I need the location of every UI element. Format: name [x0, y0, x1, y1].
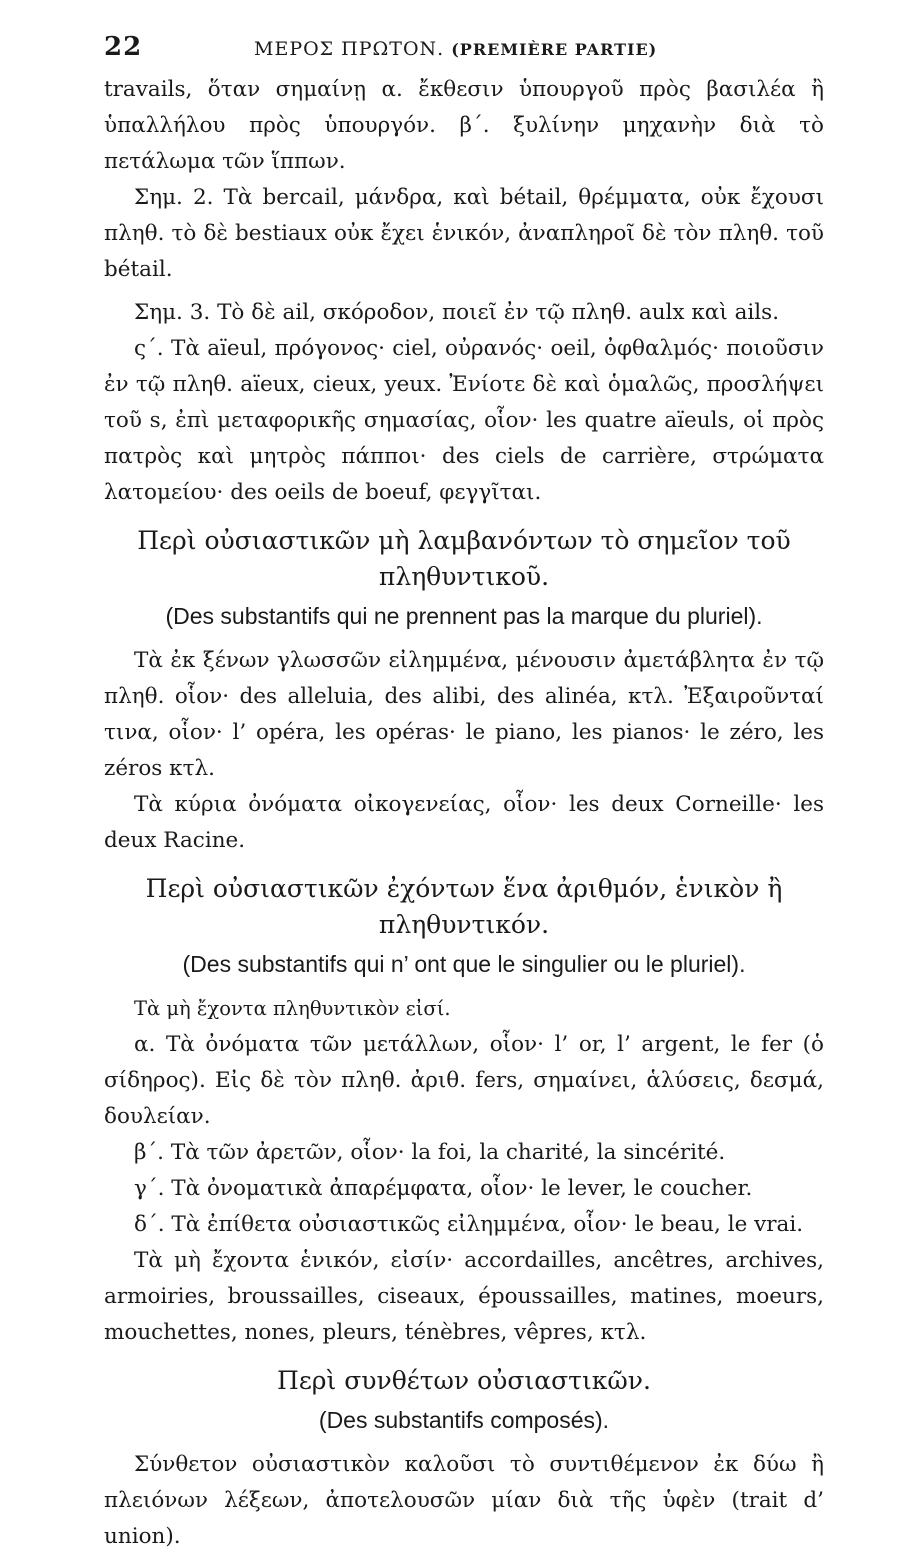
page-body	[104, 72, 824, 1555]
paragraph: Τὰ μὴ ἔχοντα ἑνικόν, εἰσίν· accordailles, ancêtres, archives, armoiries, broussailles, ciseaux, époussailles, matines, moeurs, mouchettes, nones, pleurs, ténèbres, vêpres, κτλ.	[104, 1248, 824, 1345]
section-heading-greek: Περὶ οὐσιαστικῶν μὴ λαμβανόντων τὸ σημεῖον τοῦ πληθυντικοῦ.	[137, 526, 791, 591]
section-heading-french: (Des substantifs qui ne prennent pas la marque du pluriel).	[165, 603, 763, 629]
paragraph: Τὰ μὴ ἔχοντα πληθυντικὸν εἰσί.	[134, 997, 451, 1020]
paragraph: Σημ. 3. Τὸ δὲ ail, σκόροδον, ποιεῖ ἐν τῷ πληθ. aulx καὶ ails.	[134, 300, 780, 325]
running-head	[254, 38, 657, 60]
running-head-greek: ΜΕΡΟΣ ΠΡΩΤΟΝ.	[254, 38, 445, 60]
paragraph: Σημ. 2. Τὰ bercail, μάνδρα, καὶ bétail, θρέμματα, οὐκ ἔχουσι πληθ. τὸ δὲ bestiaux οὐκ ἔχει ἑνικόν, ἀναπληροῖ δὲ τὸν πληθ. τοῦ bétail.	[104, 185, 824, 282]
paragraph: Σύνθετον οὐσιαστικὸν καλοῦσι τὸ συντιθέμενον ἐκ δύω ἢ πλειόνων λέξεων, ἀποτελουσῶν μίαν διὰ τῆς ὑφὲν (trait d’ union).	[104, 1452, 824, 1549]
section-heading-french: (Des substantifs composés).	[318, 1407, 610, 1433]
paragraph: ς΄. Τὰ aïeul, πρόγονος· ciel, οὐρανός· oeil, ὀφθαλμός· ποιοῦσιν ἐν τῷ πληθ. aïeux, cieux, yeux. Ἐνίοτε δὲ καὶ ὁμαλῶς, προσλήψει τοῦ s, ἐπὶ μεταφορικῆς σημασίας, οἷον· les quatre aïeuls, οἱ πρὸς πατρὸς καὶ μητρὸς πάπποι· des ciels de carrière, στρώματα λατομείου· des oeils de boeuf, φεγγῖται.	[104, 336, 824, 505]
paragraph: travails, ὅταν σημαίνῃ α. ἔκθεσιν ὑπουργοῦ πρὸς βασιλέα ἢ ὑπαλλήλου πρὸς ὑπουργόν. β΄. ξυλίνην μηχανὴν διὰ τὸ πετάλωμα τῶν ἵππων.	[104, 77, 824, 174]
list-item: δ΄. Τὰ ἐπίθετα οὐσιαστικῶς εἰλημμένα, οἷον· le beau, le vrai.	[134, 1212, 804, 1237]
list-item: β΄. Τὰ τῶν ἀρετῶν, οἷον· la foi, la charité, la sincérité.	[134, 1140, 726, 1165]
list-item: α. Τὰ ὀνόματα τῶν μετάλλων, οἷον· l’ or, l’ argent, le fer (ὁ σίδηρος). Εἰς δὲ τὸν πληθ. ἀριθ. fers, σημαίνει, ἁλύσεις, δεσμά, δουλείαν.	[104, 1032, 824, 1129]
paragraph: Τὰ κύρια ὀνόματα οἰκογενείας, οἷον· les deux Corneille· les deux Racine.	[104, 792, 824, 853]
page-number: 22	[104, 32, 143, 62]
list-item: γ΄. Τὰ ὀνοματικὰ ἀπαρέμφατα, οἷον· le lever, le coucher.	[134, 1176, 753, 1201]
paragraph: Τὰ ἐκ ξένων γλωσσῶν εἰλημμένα, μένουσιν ἀμετάβλητα ἐν τῷ πληθ. οἷον· des alleluia, des alibi, des alinéa, κτλ. Ἐξαιροῦνταί τινα, οἷον· l’ opéra, les opéras· le piano, les pianos· le zéro, les zéros κτλ.	[104, 648, 824, 781]
section-heading-greek: Περὶ συνθέτων οὐσιαστικῶν.	[277, 1366, 651, 1395]
section-heading-french: (Des substantifs qui n’ ont que le singulier ou le pluriel).	[182, 951, 746, 977]
running-head-french: (PREMIÈRE PARTIE)	[451, 40, 658, 59]
section-heading-greek: Περὶ οὐσιαστικῶν ἐχόντων ἕνα ἀριθμόν, ἑνικὸν ἢ πληθυντικόν.	[145, 874, 783, 939]
page-header	[104, 28, 824, 72]
